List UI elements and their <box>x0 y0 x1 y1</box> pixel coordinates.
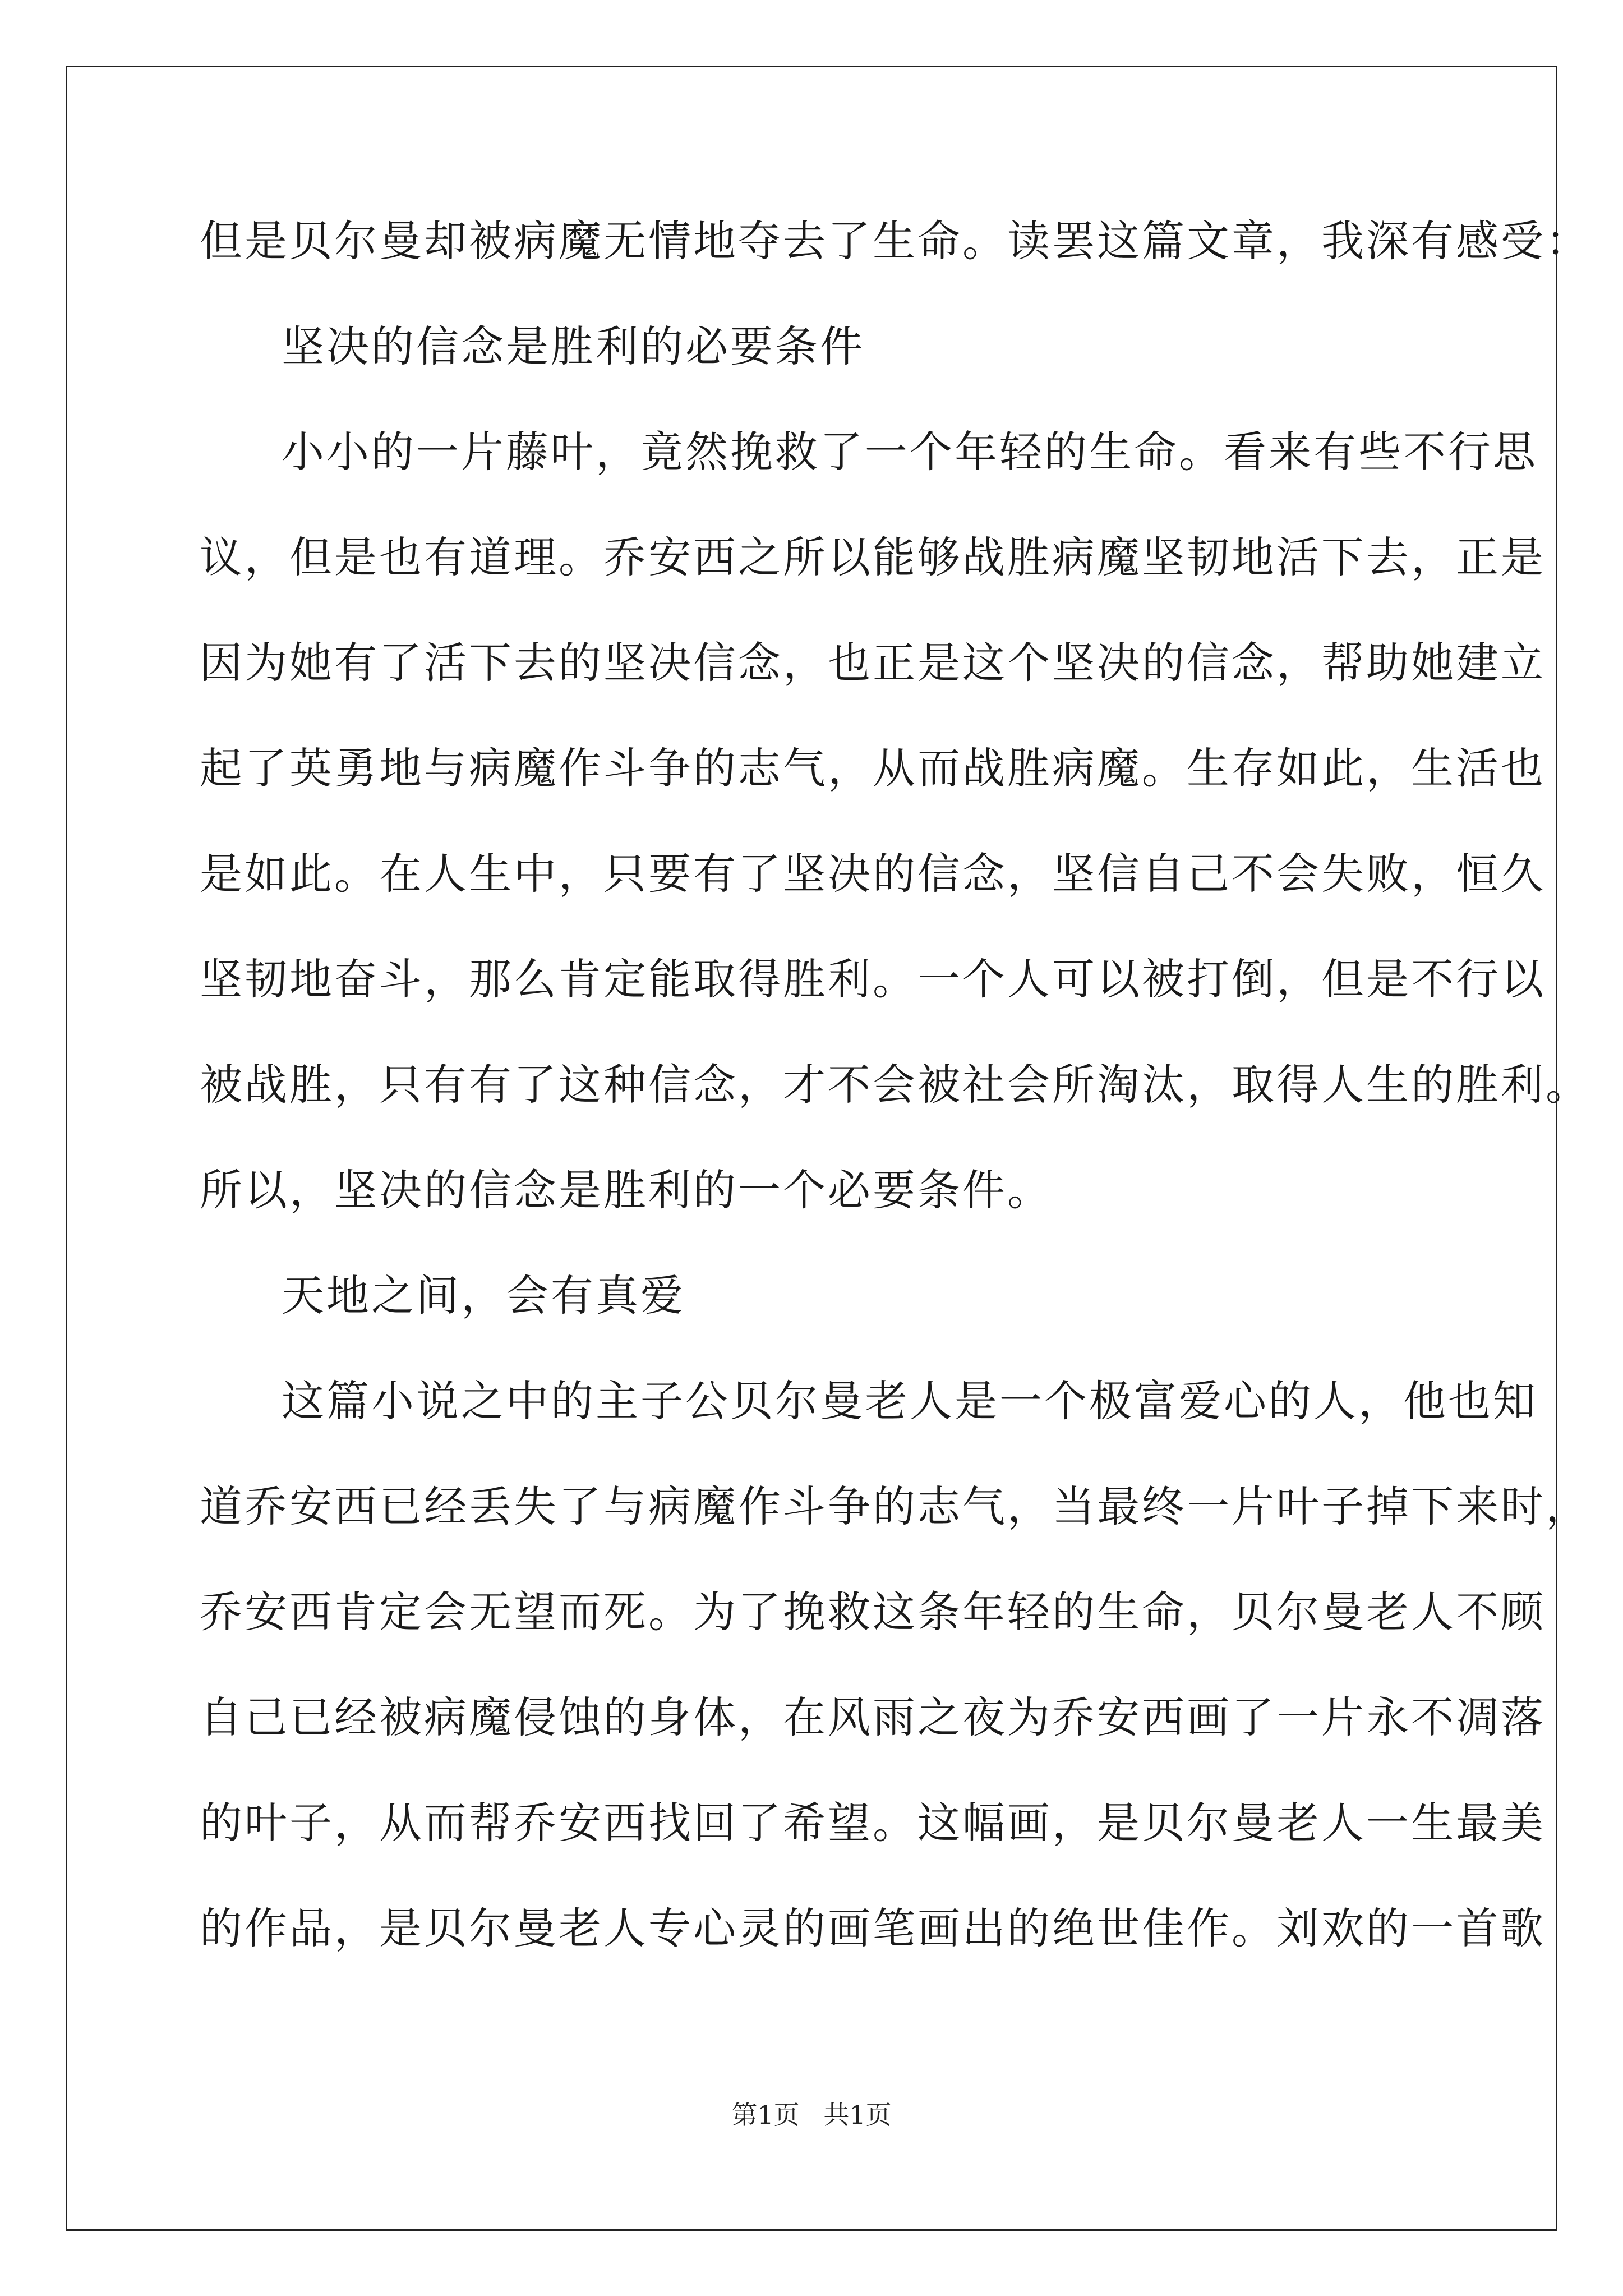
page-total: 共1页 <box>823 2100 892 2130</box>
paragraph-line: 的作品，是贝尔曼老人专心灵的画笔画出的绝世佳作。刘欢的一首歌 <box>200 1903 1546 1953</box>
section-heading: 天地之间，会有真爱 <box>282 1271 685 1320</box>
page-footer <box>0 2098 1623 2132</box>
page-number: 第1页 <box>731 2100 800 2130</box>
paragraph-line: 议，但是也有道理。乔安西之所以能够战胜病魔坚韧地活下去，正是 <box>200 532 1546 582</box>
paragraph-line: 道乔安西已经丢失了与病魔作斗争的志气，当最终一片叶子掉下来时， <box>200 1481 1590 1531</box>
paragraph-line: 坚韧地奋斗，那么肯定能取得胜利。一个人可以被打倒，但是不行以 <box>200 954 1546 1004</box>
paragraph-line: 小小的一片藤叶，竟然挽救了一个年轻的生命。看来有些不行思 <box>282 427 1538 477</box>
section-heading: 坚决的信念是胜利的必要条件 <box>282 321 865 371</box>
paragraph-line: 被战胜，只有有了这种信念，才不会被社会所淘汰，取得人生的胜利。 <box>200 1060 1590 1110</box>
paragraph-line: 的叶子，从而帮乔安西找回了希望。这幅画，是贝尔曼老人一生最美 <box>200 1798 1546 1848</box>
paragraph-line: 是如此。在人生中，只要有了坚决的信念，坚信自己不会失败，恒久 <box>200 849 1546 899</box>
paragraph-line: 自己已经被病魔侵蚀的身体，在风雨之夜为乔安西画了一片永不凋落 <box>200 1692 1546 1742</box>
paragraph-line: 起了英勇地与病魔作斗争的志气，从而战胜病魔。生存如此，生活也 <box>200 743 1546 793</box>
paragraph-line: 这篇小说之中的主子公贝尔曼老人是一个极富爱心的人，他也知 <box>282 1376 1538 1426</box>
paragraph-line: 乔安西肯定会无望而死。为了挽救这条年轻的生命，贝尔曼老人不顾 <box>200 1587 1546 1637</box>
paragraph-line: 因为她有了活下去的坚决信念，也正是这个坚决的信念，帮助她建立 <box>200 638 1546 688</box>
paragraph-line: 所以，坚决的信念是胜利的一个必要条件。 <box>200 1165 1052 1215</box>
paragraph-line: 但是贝尔曼却被病魔无情地夺去了生命。读罢这篇文章，我深有感受： <box>200 216 1590 266</box>
